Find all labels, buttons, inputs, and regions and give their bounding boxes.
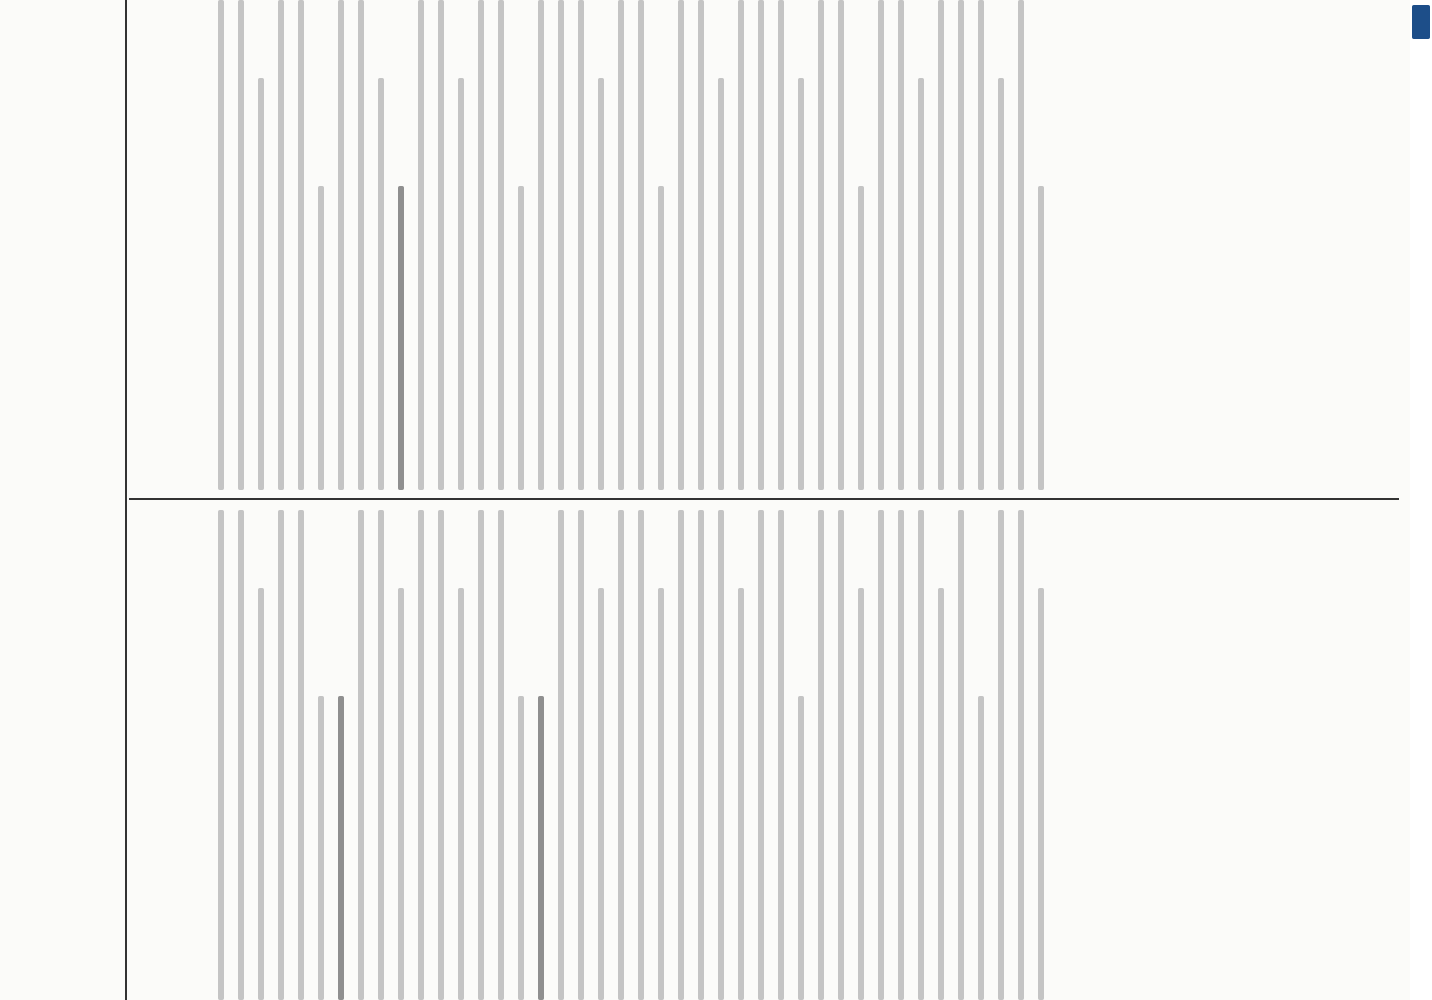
text-line <box>598 78 604 490</box>
text-line <box>218 510 224 1000</box>
text-line <box>618 510 624 1000</box>
text-line <box>698 0 704 490</box>
text-line <box>1018 510 1024 1000</box>
text-line <box>1018 0 1024 490</box>
text-line <box>978 696 984 1000</box>
text-line <box>378 78 384 490</box>
text-line <box>418 510 424 1000</box>
section-heading <box>538 696 544 1000</box>
text-line <box>318 696 324 1000</box>
text-line <box>798 78 804 490</box>
text-line <box>238 510 244 1000</box>
text-line <box>1038 186 1044 490</box>
text-line <box>958 0 964 490</box>
text-line <box>878 0 884 490</box>
text-line <box>478 510 484 1000</box>
text-line <box>858 588 864 1000</box>
text-line <box>798 696 804 1000</box>
text-line <box>638 510 644 1000</box>
text-line <box>738 0 744 490</box>
text-line <box>458 588 464 1000</box>
text-line <box>438 510 444 1000</box>
text-line <box>558 510 564 1000</box>
text-line <box>758 0 764 490</box>
text-line <box>838 510 844 1000</box>
text-line <box>498 0 504 490</box>
text-line <box>938 588 944 1000</box>
text-line <box>258 78 264 490</box>
text-line <box>338 0 344 490</box>
right-text-column <box>207 0 1058 490</box>
text-line <box>678 0 684 490</box>
text-line <box>818 0 824 490</box>
text-line <box>578 510 584 1000</box>
text-line <box>618 0 624 490</box>
text-line <box>398 588 404 1000</box>
text-line <box>658 186 664 490</box>
text-line <box>718 78 724 490</box>
text-line <box>358 0 364 490</box>
text-line <box>558 0 564 490</box>
text-line <box>778 510 784 1000</box>
left-text-column <box>207 510 1058 1000</box>
header-rule <box>125 0 127 1000</box>
text-line <box>218 0 224 490</box>
text-line <box>678 510 684 1000</box>
text-line <box>898 510 904 1000</box>
text-line <box>878 510 884 1000</box>
text-line <box>238 0 244 490</box>
text-line <box>538 0 544 490</box>
text-line <box>518 186 524 490</box>
text-line <box>658 588 664 1000</box>
dfg-logo <box>1412 5 1430 39</box>
text-line <box>838 0 844 490</box>
text-line <box>578 0 584 490</box>
text-line <box>278 0 284 490</box>
text-line <box>978 0 984 490</box>
digitization-credit-strip <box>1410 0 1432 1000</box>
text-line <box>518 696 524 1000</box>
text-line <box>698 510 704 1000</box>
text-line <box>998 510 1004 1000</box>
text-line <box>998 78 1004 490</box>
text-line <box>898 0 904 490</box>
text-line <box>778 0 784 490</box>
text-line <box>378 510 384 1000</box>
text-line <box>498 510 504 1000</box>
text-line <box>418 0 424 490</box>
text-line <box>918 78 924 490</box>
text-line <box>858 186 864 490</box>
text-line <box>458 78 464 490</box>
text-line <box>918 510 924 1000</box>
text-line <box>478 0 484 490</box>
text-line <box>1038 588 1044 1000</box>
text-line <box>758 510 764 1000</box>
text-line <box>278 510 284 1000</box>
text-line <box>358 510 364 1000</box>
text-line <box>318 186 324 490</box>
text-line <box>938 0 944 490</box>
text-line <box>298 510 304 1000</box>
text-line <box>738 588 744 1000</box>
text-line <box>298 0 304 490</box>
text-line <box>438 0 444 490</box>
rotated-page-content <box>89 0 1407 1000</box>
text-line <box>598 588 604 1000</box>
section-heading <box>398 186 404 490</box>
column-divider <box>129 499 1399 501</box>
text-line <box>718 510 724 1000</box>
text-line <box>958 510 964 1000</box>
section-heading <box>338 696 344 1000</box>
text-line <box>818 510 824 1000</box>
text-line <box>638 0 644 490</box>
text-line <box>258 588 264 1000</box>
